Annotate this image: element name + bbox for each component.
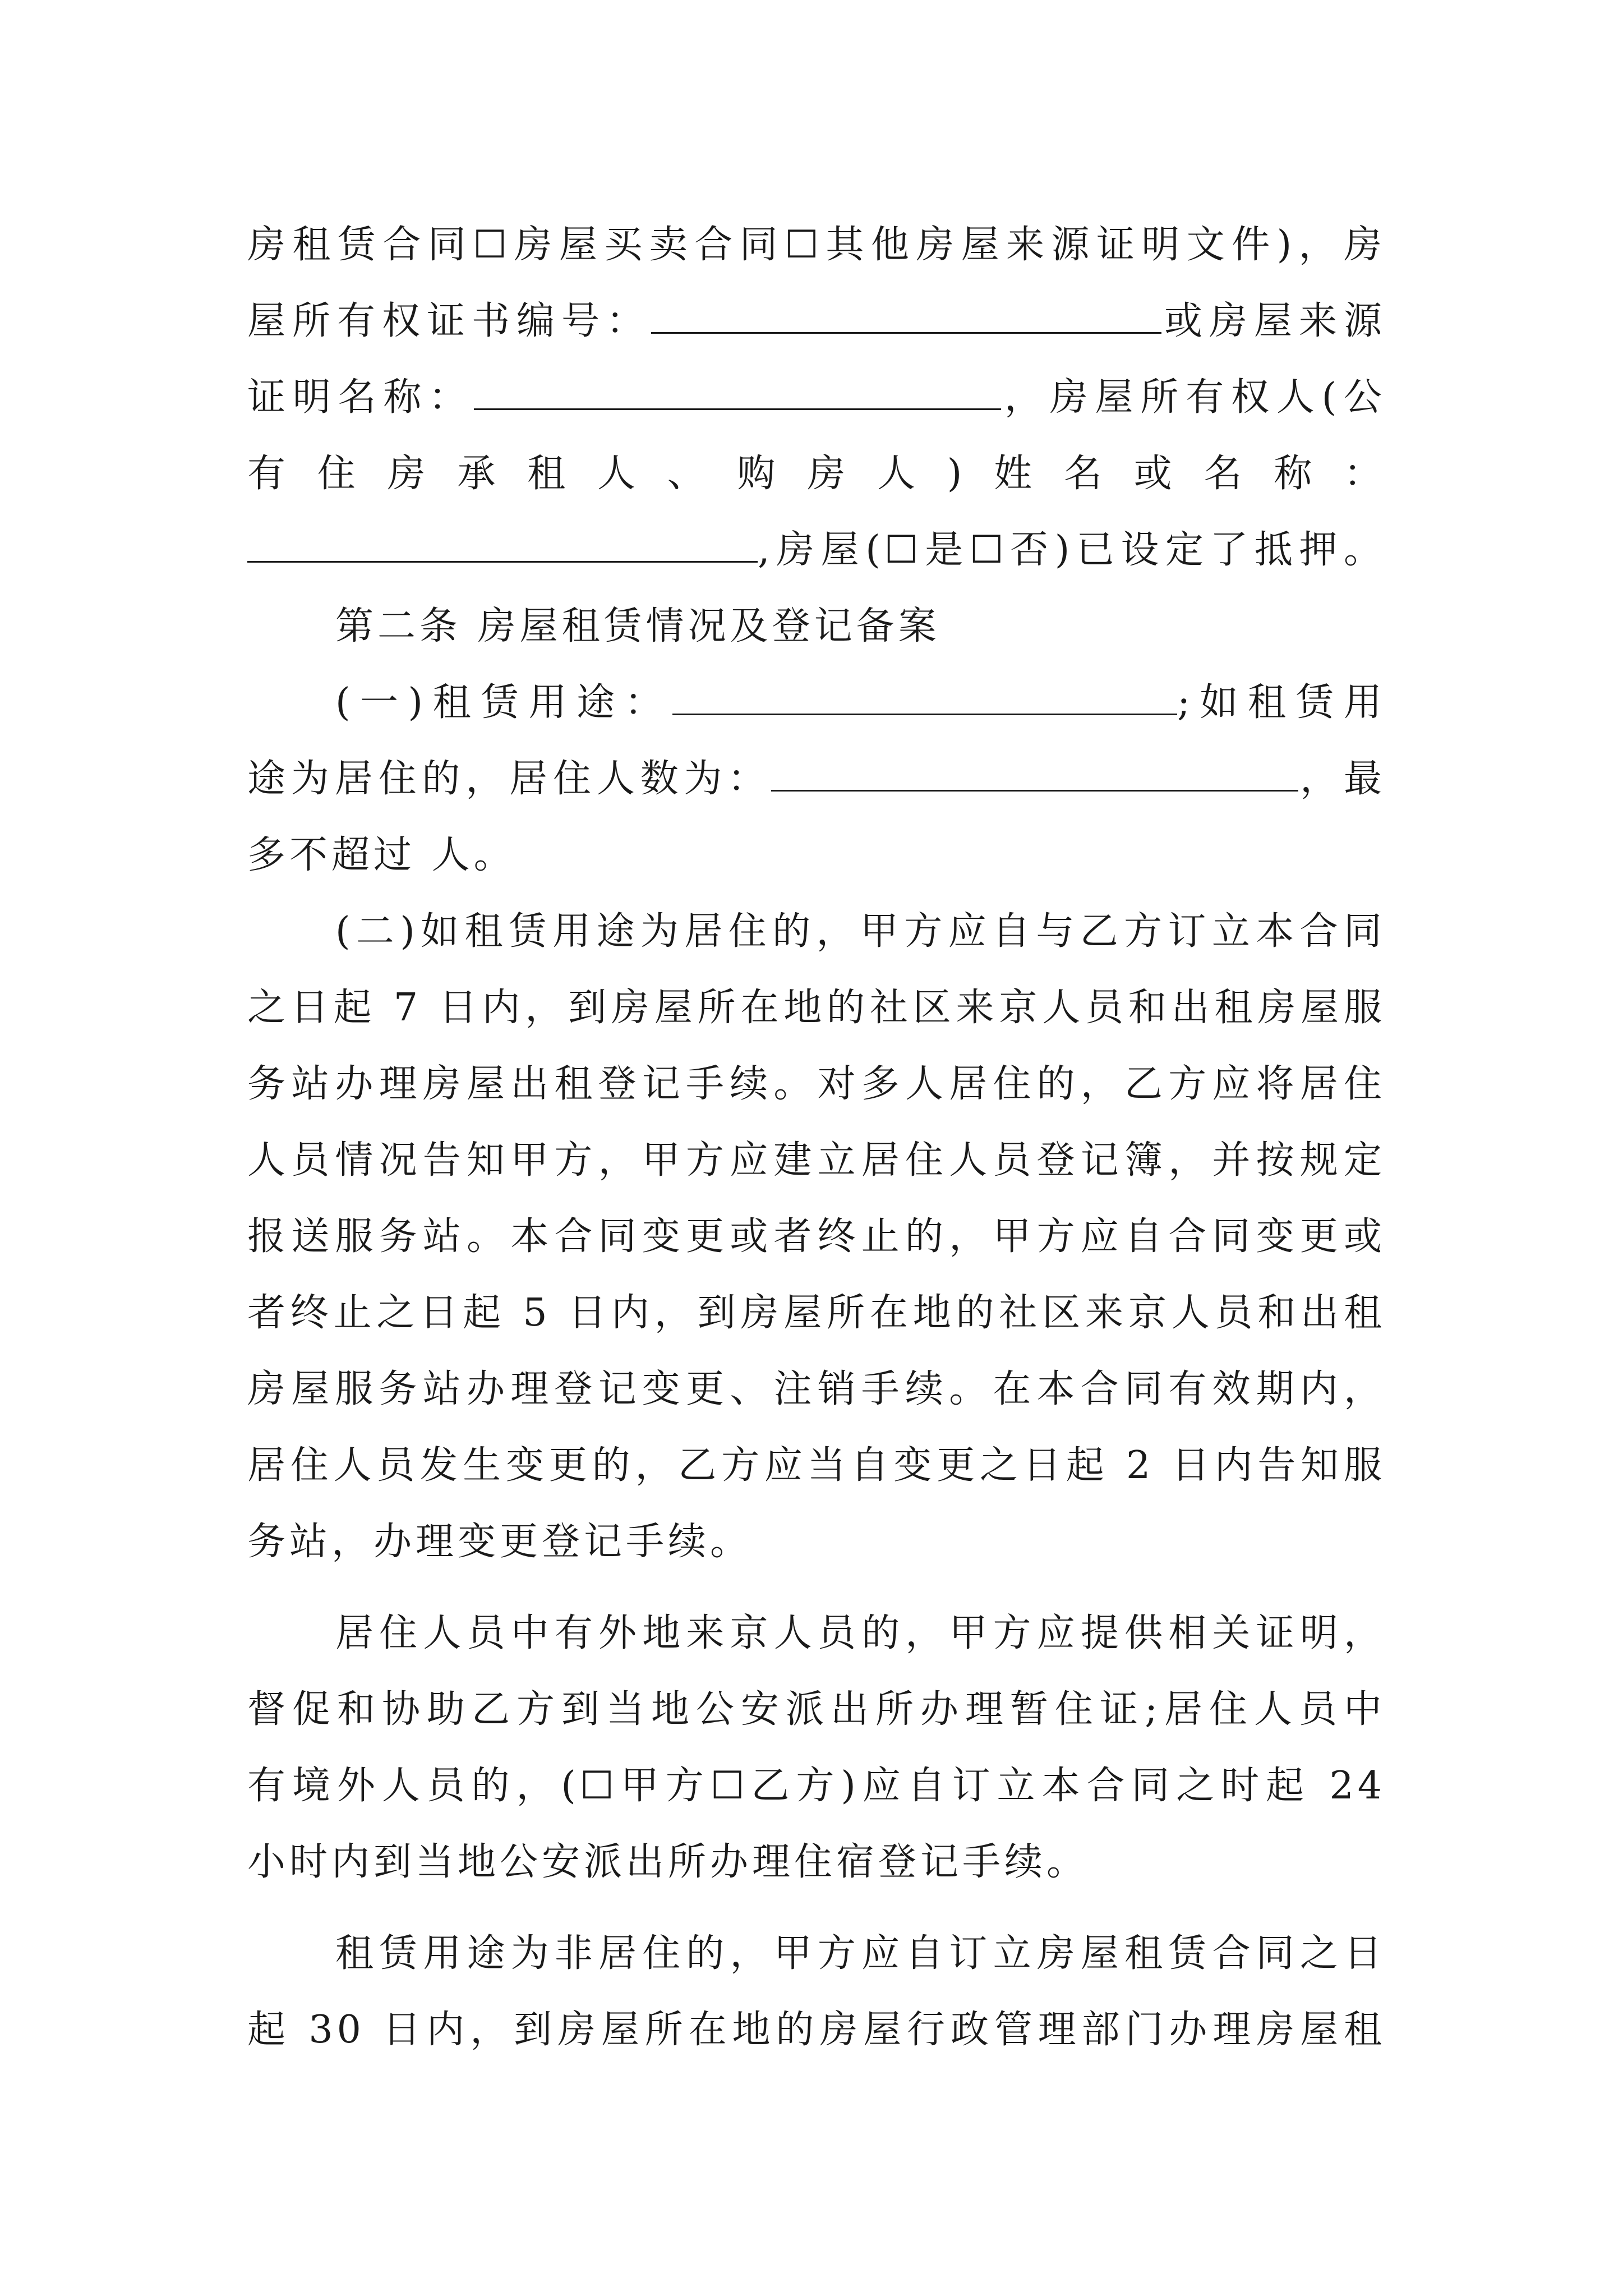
text-line	[247, 370, 1386, 426]
text-segment: 租赁用途为非居住的，甲方应自订立房屋租赁合同之日	[335, 1931, 1386, 1976]
text-segment: 起 30 日内，到房屋所在地的房屋行政管理部门办理房屋租	[247, 2008, 1386, 2052]
text-segment: 之日起 7 日内，到房屋所在地的社区来京人员和出租房屋服	[247, 986, 1386, 1030]
text-line	[247, 1209, 1386, 1265]
text-line	[247, 751, 1386, 807]
text-line	[247, 1758, 1386, 1814]
text-segment: 屋所有权证书编号：	[247, 299, 651, 343]
text-segment: 第二条 房屋租赁情况及登记备案	[335, 604, 940, 648]
text-line	[335, 675, 1386, 731]
text-line	[247, 1056, 1386, 1112]
text-line	[247, 1133, 1386, 1189]
text-segment: 居住人员发生变更的，乙方应当自变更之日起 2 日内告知服	[247, 1443, 1386, 1488]
fill-in-blank[interactable]	[247, 526, 758, 563]
text-segment: 人员情况告知甲方，甲方应建立居住人员登记簿，并按规定	[247, 1138, 1386, 1182]
text-line	[247, 446, 1386, 502]
text-line	[247, 522, 1386, 578]
text-segment: 多不超过 人。	[247, 833, 516, 877]
text-segment: 务站，办理变更登记手续。	[247, 1520, 753, 1564]
text-line	[247, 1514, 1386, 1570]
text-line	[247, 1285, 1386, 1341]
fill-in-blank[interactable]	[672, 679, 1177, 715]
text-segment: ，房屋所有权人(公	[1001, 375, 1386, 420]
text-segment: 房租赁合同☐房屋买卖合同☐其他房屋来源证明文件)，房	[247, 223, 1386, 267]
text-segment: 有境外人员的，(☐甲方☐乙方)应自订立本合同之时起 24	[247, 1764, 1386, 1808]
text-segment: 途为居住的，居住人数为：	[247, 757, 772, 801]
text-segment: 务站办理房屋出租登记手续。对多人居住的，乙方应将居住	[247, 1062, 1386, 1106]
text-segment: 督促和协助乙方到当地公安派出所办理暂住证;居住人员中	[247, 1687, 1386, 1732]
text-segment: ;如租赁用	[1177, 680, 1386, 725]
section-heading	[335, 599, 1386, 655]
fill-in-blank[interactable]	[771, 755, 1298, 792]
text-segment: 小时内到当地公安派出所办理住宿登记手续。	[247, 1840, 1089, 1884]
text-segment: (二)如租赁用途为居住的，甲方应自与乙方订立本合同	[335, 909, 1386, 954]
text-segment: 有住房承租人、购房人)姓名或名称：	[247, 452, 1386, 496]
text-line	[247, 217, 1386, 273]
text-segment: 报送服务站。本合同变更或者终止的，甲方应自合同变更或	[247, 1214, 1386, 1259]
text-segment: ,房屋(☐是☐否)已设定了抵押。	[758, 528, 1386, 572]
text-line	[247, 827, 1386, 884]
text-line	[335, 1605, 1386, 1662]
text-segment: 证明名称：	[247, 375, 474, 420]
text-segment: (一)租赁用途：	[335, 680, 673, 725]
text-line	[335, 1926, 1386, 1982]
text-line	[247, 1834, 1386, 1890]
text-line	[247, 1438, 1386, 1494]
text-segment: 房屋服务站办理登记变更、注销手续。在本合同有效期内，	[247, 1367, 1386, 1411]
fill-in-blank[interactable]	[651, 297, 1161, 334]
text-segment: 或房屋来源	[1161, 299, 1386, 343]
text-line	[335, 904, 1386, 960]
text-line	[247, 1361, 1386, 1418]
text-segment: 者终止之日起 5 日内，到房屋所在地的社区来京人员和出租	[247, 1291, 1386, 1335]
fill-in-blank[interactable]	[474, 374, 1001, 410]
text-segment: 居住人员中有外地来京人员的，甲方应提供相关证明，	[335, 1611, 1386, 1655]
text-line	[247, 980, 1386, 1036]
text-segment: ，最	[1298, 757, 1386, 801]
text-line	[247, 1682, 1386, 1738]
text-line	[247, 293, 1386, 349]
text-line	[247, 2002, 1386, 2058]
